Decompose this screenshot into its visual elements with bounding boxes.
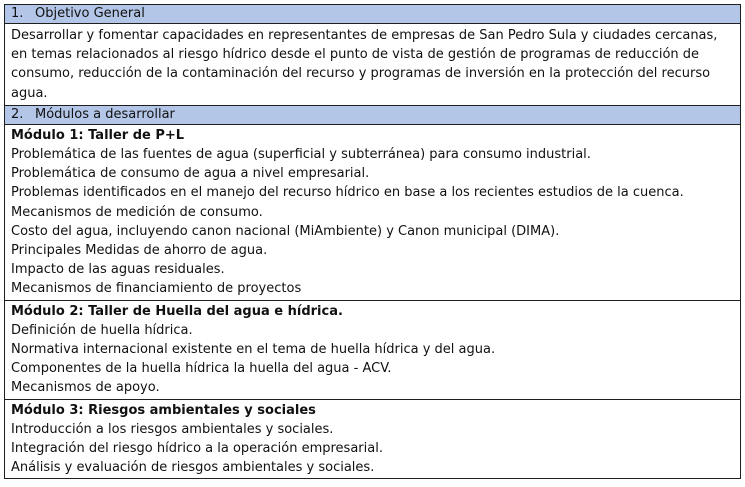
modules-list [5, 125, 740, 479]
section-title: Objetivo General [35, 6, 145, 21]
module-item: Impacto de las aguas residuales. [11, 262, 225, 278]
module-item: Componentes de la huella hídrica la huella del agua - ACV. [11, 361, 392, 377]
module-item: Problemática de consumo de agua a nivel empresarial. [11, 166, 370, 182]
module-item: Mecanismos de medición de consumo. [11, 204, 263, 220]
module-item: Mecanismos de financiamiento de proyectos [11, 281, 302, 297]
module-1 [5, 125, 740, 301]
document-table [4, 4, 741, 479]
module-title: Módulo 2: Taller de Huella del agua e hídrica. [11, 303, 343, 319]
module-2 [5, 301, 740, 400]
module-item: Introducción a los riesgos ambientales y sociales. [11, 421, 334, 437]
module-item: Integración del riesgo hídrico a la operación empresarial. [11, 441, 383, 457]
module-item: Definición de huella hídrica. [11, 322, 193, 338]
module-item: Costo del agua, incluyendo canon nacional (MiAmbiente) y Canon municipal (DIMA). [11, 223, 560, 239]
section-header-objetivo [5, 5, 740, 24]
section-number: 2. [11, 106, 24, 122]
module-3 [5, 400, 740, 479]
section-title: Módulos a desarrollar [35, 106, 175, 122]
module-title: Módulo 1: Taller de P+L [11, 127, 185, 143]
module-title: Módulo 3: Riesgos ambientales y sociales [11, 402, 316, 418]
section-header-modulos [5, 106, 740, 125]
module-item: Análisis y evaluación de riesgos ambientales y sociales. [11, 460, 375, 476]
section-number: 1. [11, 6, 24, 21]
module-item: Problemática de las fuentes de agua (superficial y subterránea) para consumo industrial. [11, 147, 591, 163]
module-item: Problemas identificados en el manejo del recurso hídrico en base a los recientes estudios de la cuenca. [11, 185, 684, 201]
module-item: Principales Medidas de ahorro de agua. [11, 243, 268, 259]
module-item: Mecanismos de apoyo. [11, 380, 160, 396]
module-item: Normativa internacional existente en el tema de huella hídrica y del agua. [11, 342, 496, 358]
objetivo-paragraph: Desarrollar y fomentar capacidades en representantes de empresas de San Pedro Sula y ciudades cercanas, en temas relacionados al riesgo hídrico desde el punto de vista de gestión de programas de reducción de consumo, reducción de la contaminación del recurso y programas de inversión en la protección del recurso agua. [5, 24, 740, 106]
